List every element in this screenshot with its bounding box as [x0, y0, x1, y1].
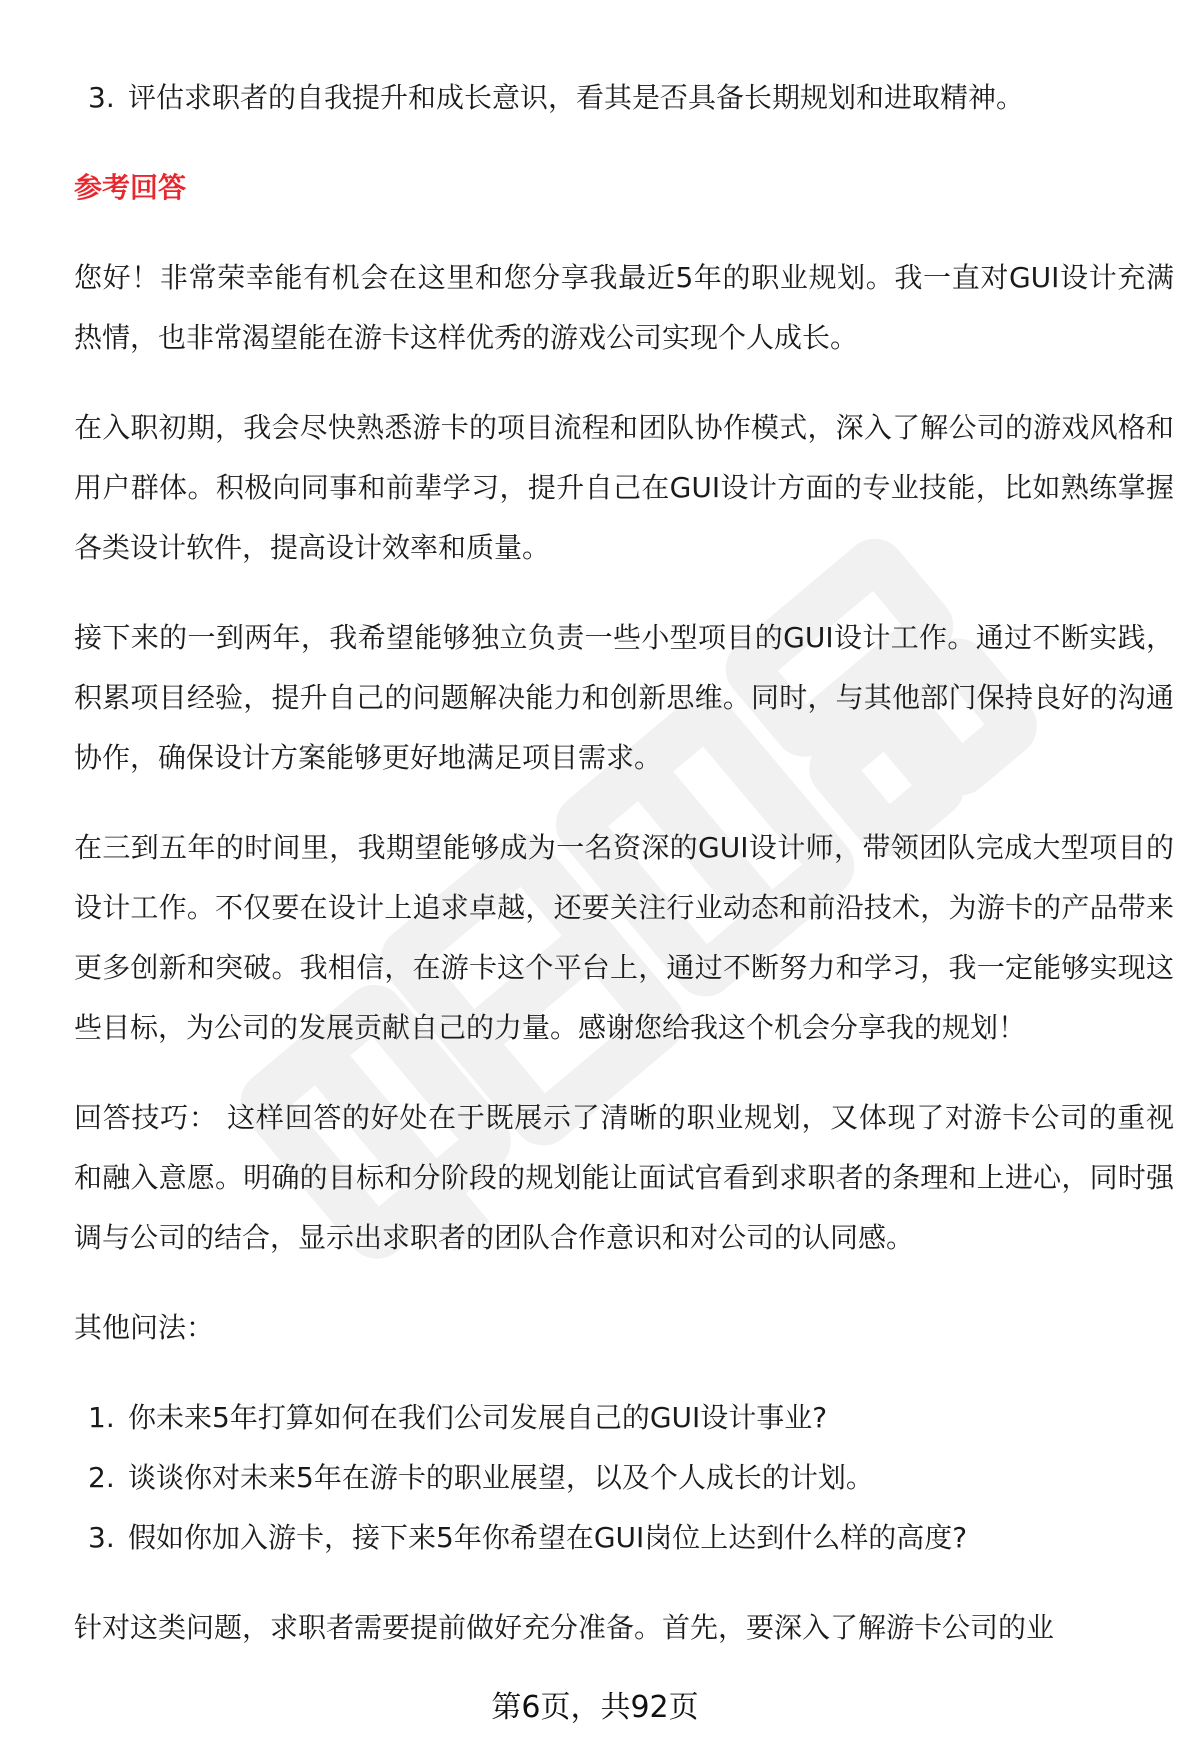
list-item [74, 1388, 1174, 1448]
list-number: 3. [88, 1521, 115, 1554]
list-item [74, 1448, 1174, 1508]
other-questions-list [74, 1388, 1174, 1568]
intro-list-item [74, 68, 1174, 128]
list-number: 1. [88, 1401, 115, 1434]
reference-answer-heading: 参考回答 [74, 171, 187, 204]
document-body [74, 68, 1174, 1658]
other-questions-label: 其他问法： [74, 1311, 215, 1344]
answer-paragraph: 您好！非常荣幸能有机会在这里和您分享我最近5年的职业规划。我一直对GUI设计充满热情，也非常渴望能在游卡这样优秀的游戏公司实现个人成长。 [74, 261, 1174, 354]
list-number: 3. [88, 81, 115, 114]
answer-paragraph: 接下来的一到两年，我希望能够独立负责一些小型项目的GUI设计工作。通过不断实践，积累项目经验，提升自己的问题解决能力和创新思维。同时，与其他部门保持良好的沟通协作，确保设计方案能够更好地满足项目需求。 [74, 621, 1174, 774]
list-text: 评估求职者的自我提升和成长意识，看其是否具备长期规划和进取精神。 [128, 81, 1025, 114]
list-text: 假如你加入游卡，接下来5年你希望在GUI岗位上达到什么样的高度? [128, 1521, 968, 1554]
closing-paragraph: 针对这类问题，求职者需要提前做好充分准备。首先，要深入了解游卡公司的业 [74, 1611, 1055, 1644]
answer-section [74, 248, 1174, 1358]
answer-tips-paragraph: 回答技巧： 这样回答的好处在于既展示了清晰的职业规划，又体现了对游卡公司的重视和融入意愿。明确的目标和分阶段的规划能让面试官看到求职者的条理和上进心，同时强调与公司的结合，显示出求职者的团队合作意识和对公司的认同感。 [74, 1101, 1174, 1254]
list-text: 你未来5年打算如何在我们公司发展自己的GUI设计事业? [128, 1401, 828, 1434]
page-footer: 第6页，共92页 [491, 1690, 699, 1725]
answer-paragraph: 在入职初期，我会尽快熟悉游卡的项目流程和团队协作模式，深入了解公司的游戏风格和用户群体。积极向同事和前辈学习，提升自己在GUI设计方面的专业技能，比如熟练掌握各类设计软件，提高设计效率和质量。 [74, 411, 1174, 564]
list-text: 谈谈你对未来5年在游卡的职业展望，以及个人成长的计划。 [128, 1461, 874, 1494]
list-number: 2. [88, 1461, 115, 1494]
answer-paragraph: 在三到五年的时间里，我期望能够成为一名资深的GUI设计师，带领团队完成大型项目的设计工作。不仅要在设计上追求卓越，还要关注行业动态和前沿技术，为游卡的产品带来更多创新和突破。我相信，在游卡这个平台上，通过不断努力和学习，我一定能够实现这些目标，为公司的发展贡献自己的力量。感谢您给我这个机会分享我的规划！ [74, 831, 1174, 1044]
list-item [74, 1508, 1174, 1568]
